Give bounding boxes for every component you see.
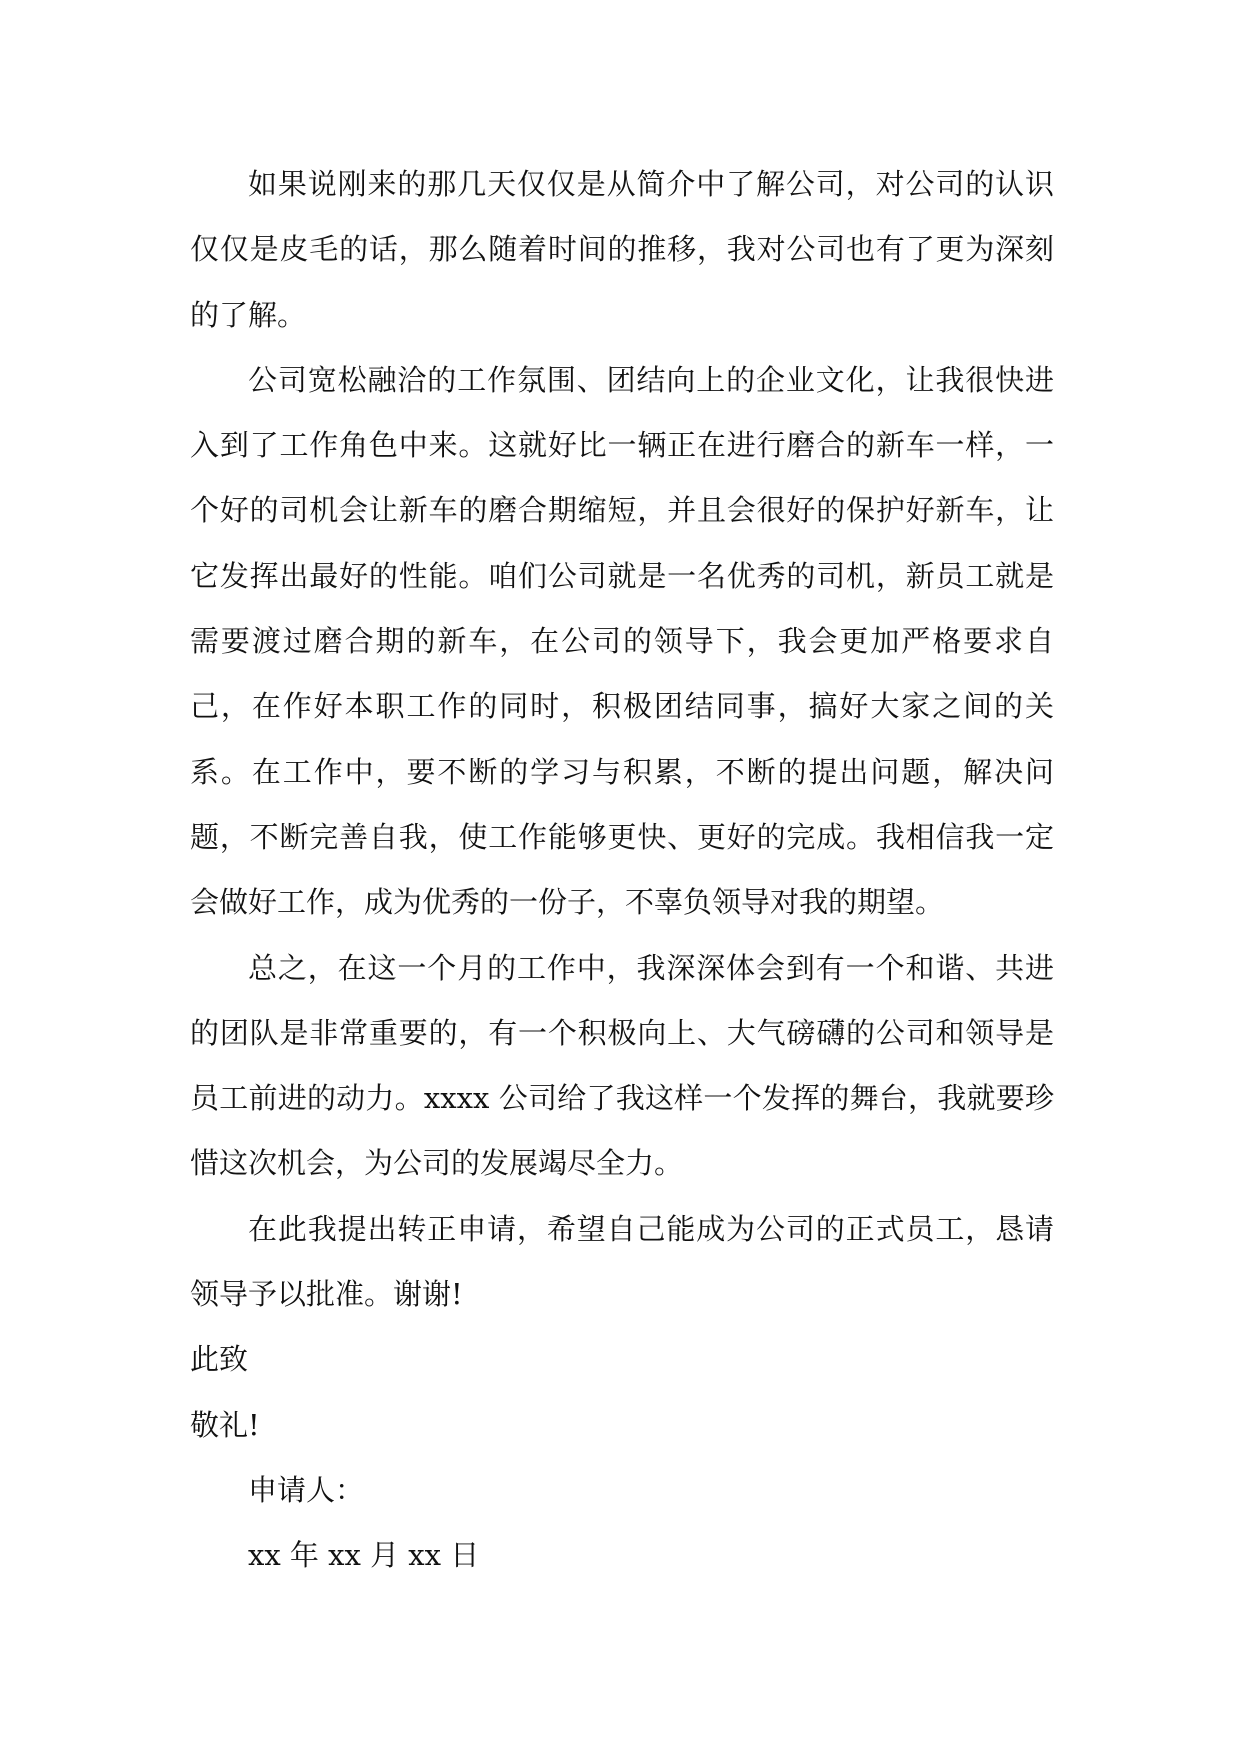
date-text: xx 年 xx 月 xx 日 <box>248 1538 480 1573</box>
closing-text: 此致 <box>190 1342 249 1377</box>
salutation-text: 敬礼! <box>190 1407 260 1442</box>
paragraph-company-culture: 公司宽松融洽的工作氛围、团结向上的企业文化，让我很快进入到了工作角色中来。这就好比一辆正在进行磨合的新车一样，一个好的司机会让新车的磨合期缩短，并且会很好的保护好新车，让它发挥出最好的性能。咱们公司就是一名优秀的司机，新员工就是需要渡过磨合期的新车，在公司的领导下，我会更加严格要求自己，在作好本职工作的同时，积极团结同事，搞好大家之间的关系。在工作中，要不断的学习与积累，不断的提出问题，解决问题，不断完善自我，使工作能够更快、更好的完成。我相信我一定会做好工作，成为优秀的一份子，不辜负领导对我的期望。 <box>190 362 1054 920</box>
applicant-label: 申请人： <box>248 1472 365 1507</box>
paragraph-understanding: 如果说刚来的那几天仅仅是从简介中了解公司，对公司的认识仅仅是皮毛的话，那么随着时间的推移，我对公司也有了更为深刻的了解。 <box>190 167 1054 332</box>
paragraph-request: 在此我提出转正申请，希望自己能成为公司的正式员工，恳请领导予以批准。谢谢! <box>190 1211 1054 1312</box>
paragraph-summary: 总之，在这一个月的工作中，我深深体会到有一个和谐、共进的团队是非常重要的，有一个积极向上、大气磅礴的公司和领导是员工前进的动力。xxxx 公司给了我这样一个发挥的舞台，我就要珍惜这次机会，为公司的发展竭尽全力。 <box>190 950 1054 1181</box>
letter-body <box>190 152 1054 1589</box>
